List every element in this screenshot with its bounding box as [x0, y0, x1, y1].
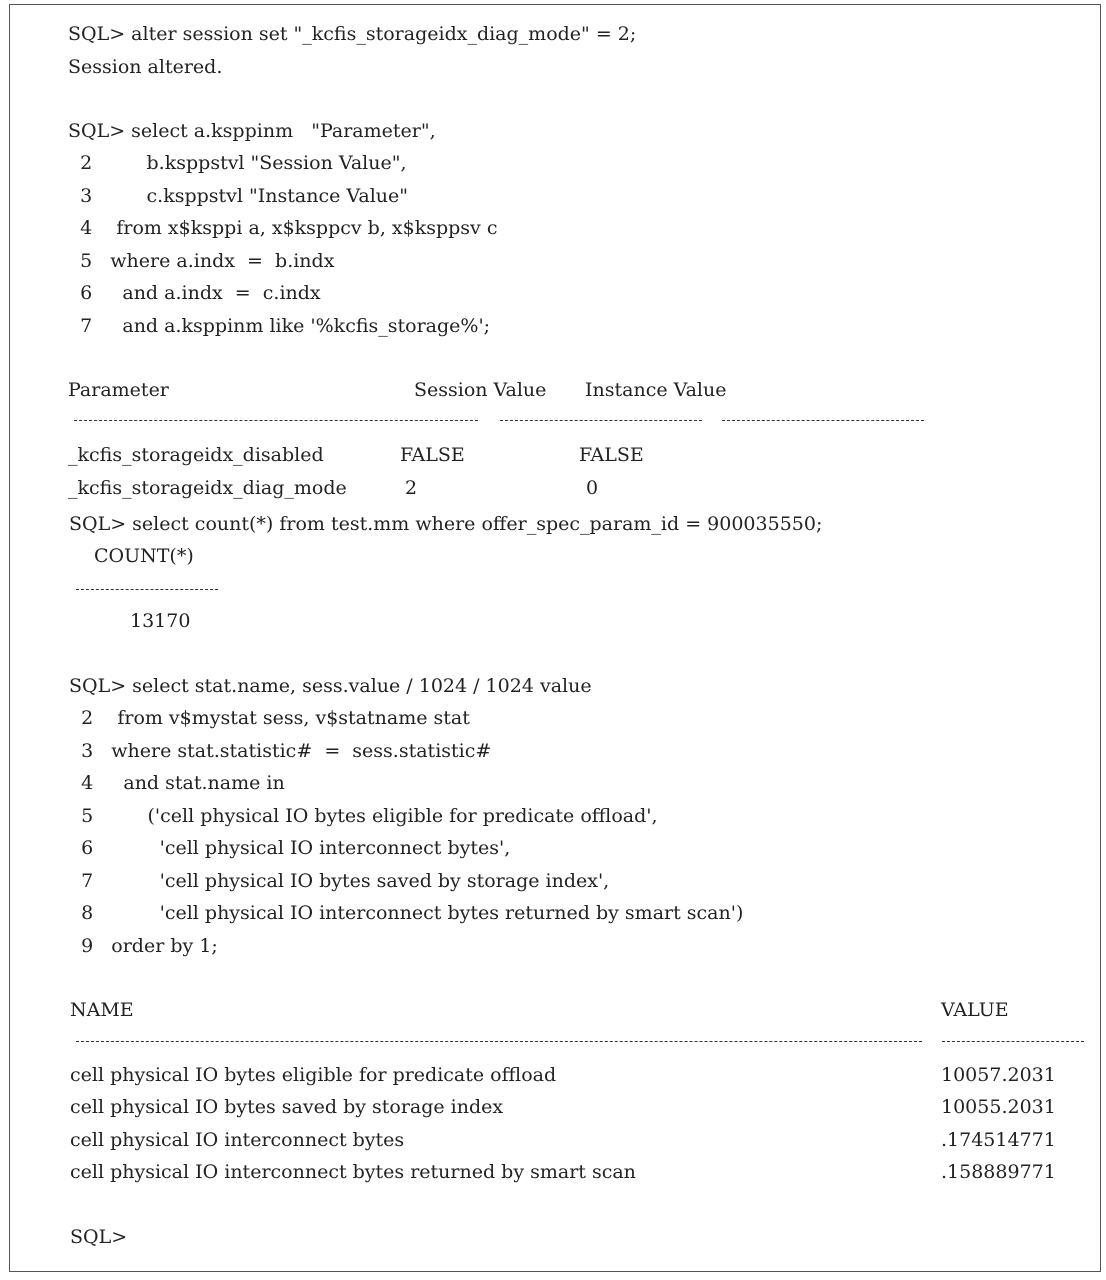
table-cell: 10055.2031 — [941, 1096, 1056, 1118]
table-cell: cell physical IO bytes eligible for predicate offload — [70, 1064, 557, 1086]
column-header: Instance Value — [585, 379, 727, 401]
column-separator — [722, 420, 924, 421]
table-cell: _kcfis_storageidx_disabled — [68, 444, 324, 466]
table-cell: 10057.2031 — [941, 1064, 1056, 1086]
sql-line: SQL> select stat.name, sess.value / 1024 / 1024 value — [69, 675, 592, 697]
sql-line: 5 ('cell physical IO bytes eligible for predicate offload', — [69, 805, 658, 827]
output-line: Session altered. — [68, 56, 223, 78]
sql-line: 6 and a.indx = c.indx — [68, 282, 321, 304]
table-cell: cell physical IO interconnect bytes returned by smart scan — [70, 1161, 636, 1183]
sql-line: SQL> alter session set "_kcfis_storageidx_diag_mode" = 2; — [68, 23, 637, 45]
column-header: Session Value — [414, 379, 547, 401]
sql-line: 6 'cell physical IO interconnect bytes', — [69, 837, 511, 859]
sql-prompt: SQL> — [70, 1226, 128, 1248]
column-separator — [74, 420, 478, 421]
sql-line: 4 from x$ksppi a, x$ksppcv b, x$ksppsv c — [68, 217, 498, 239]
table-cell: .158889771 — [941, 1161, 1056, 1183]
result-value: 13170 — [130, 610, 191, 632]
sql-line: 3 where stat.statistic# = sess.statistic# — [69, 740, 492, 762]
sql-line: 7 'cell physical IO bytes saved by storage index', — [69, 870, 610, 892]
column-separator — [76, 1041, 922, 1042]
column-separator — [76, 589, 218, 590]
sql-line: 3 c.ksppstvl "Instance Value" — [68, 185, 408, 207]
column-header: VALUE — [941, 999, 1009, 1021]
table-cell: _kcfis_storageidx_diag_mode — [68, 477, 347, 499]
sql-line: 4 and stat.name in — [69, 772, 285, 794]
sql-line: 2 b.ksppstvl "Session Value", — [68, 152, 407, 174]
column-header: COUNT(*) — [94, 545, 194, 567]
column-separator — [942, 1041, 1084, 1042]
table-cell: 2 — [405, 477, 418, 499]
table-cell: FALSE — [579, 444, 644, 466]
sql-line: SQL> select a.ksppinm "Parameter", — [68, 120, 436, 142]
sql-line: 5 where a.indx = b.indx — [68, 250, 335, 272]
sql-line: 9 order by 1; — [69, 935, 218, 957]
column-separator — [500, 420, 702, 421]
sql-line: SQL> select count(*) from test.mm where offer_spec_param_id = 900035550; — [69, 513, 823, 535]
table-cell: 0 — [586, 477, 599, 499]
table-cell: FALSE — [400, 444, 465, 466]
table-cell: cell physical IO bytes saved by storage index — [70, 1096, 504, 1118]
sql-line: 8 'cell physical IO interconnect bytes returned by smart scan') — [69, 902, 744, 924]
table-cell: .174514771 — [941, 1129, 1056, 1151]
column-header: NAME — [70, 999, 134, 1021]
column-header: Parameter — [68, 379, 169, 401]
table-cell: cell physical IO interconnect bytes — [70, 1129, 405, 1151]
sql-line: 2 from v$mystat sess, v$statname stat — [69, 707, 470, 729]
sql-line: 7 and a.ksppinm like '%kcfis_storage%'; — [68, 315, 491, 337]
